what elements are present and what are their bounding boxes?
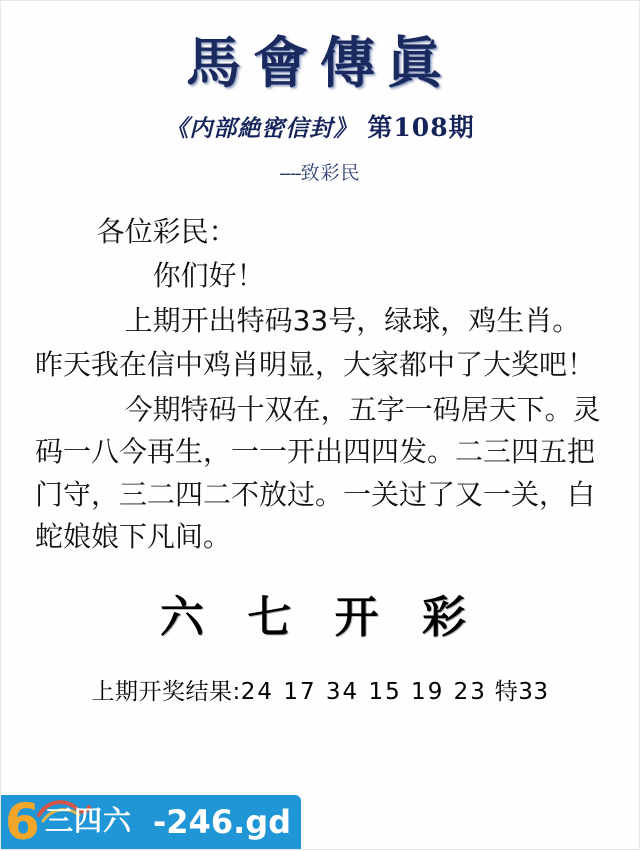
footer-domain[interactable] [153, 803, 291, 841]
byline-name: 致彩民 [300, 162, 361, 184]
salutation: 各位彩民： [96, 214, 237, 248]
result-numbers: 24 17 34 15 19 23 [240, 678, 487, 705]
headline-prediction: 六 七 开 彩 [160, 591, 480, 643]
footer-separator: - [153, 803, 167, 841]
paragraph-1: 上期开出特码33号，绿球，鸡生肖。 [124, 303, 581, 337]
paragraph-2: 昨天我在信中鸡肖明显，大家都中了大奖吧！ [35, 348, 596, 382]
footer-watermark [1, 791, 640, 849]
result-label: 上期开奖结果: [91, 678, 241, 705]
byline-dashes: ---- [279, 162, 301, 184]
paragraph-3: 今期特码十双在，五字一码居天下。灵码一八今再生，一一开出四四发。二三四五把门守，三二四二不放过。一关过了又一关，白蛇娘娘下凡间。 [35, 392, 601, 554]
previous-result-line [1, 673, 639, 706]
issue-number: 第108期 [367, 112, 475, 142]
page-title: 馬會傳眞 [185, 30, 454, 95]
footer-logo-text: 三四六 [45, 804, 133, 837]
result-special: 特33 [494, 678, 549, 705]
footer-logo-digit: 6 [5, 793, 40, 851]
document-subtitle [1, 108, 639, 144]
byline [1, 158, 639, 185]
subtitle-bracket-text: 《内部絶密信封》 [165, 114, 358, 142]
document-body [35, 211, 605, 559]
greeting: 你们好！ [152, 259, 265, 293]
footer-domain-text: 246.gd [166, 803, 292, 841]
